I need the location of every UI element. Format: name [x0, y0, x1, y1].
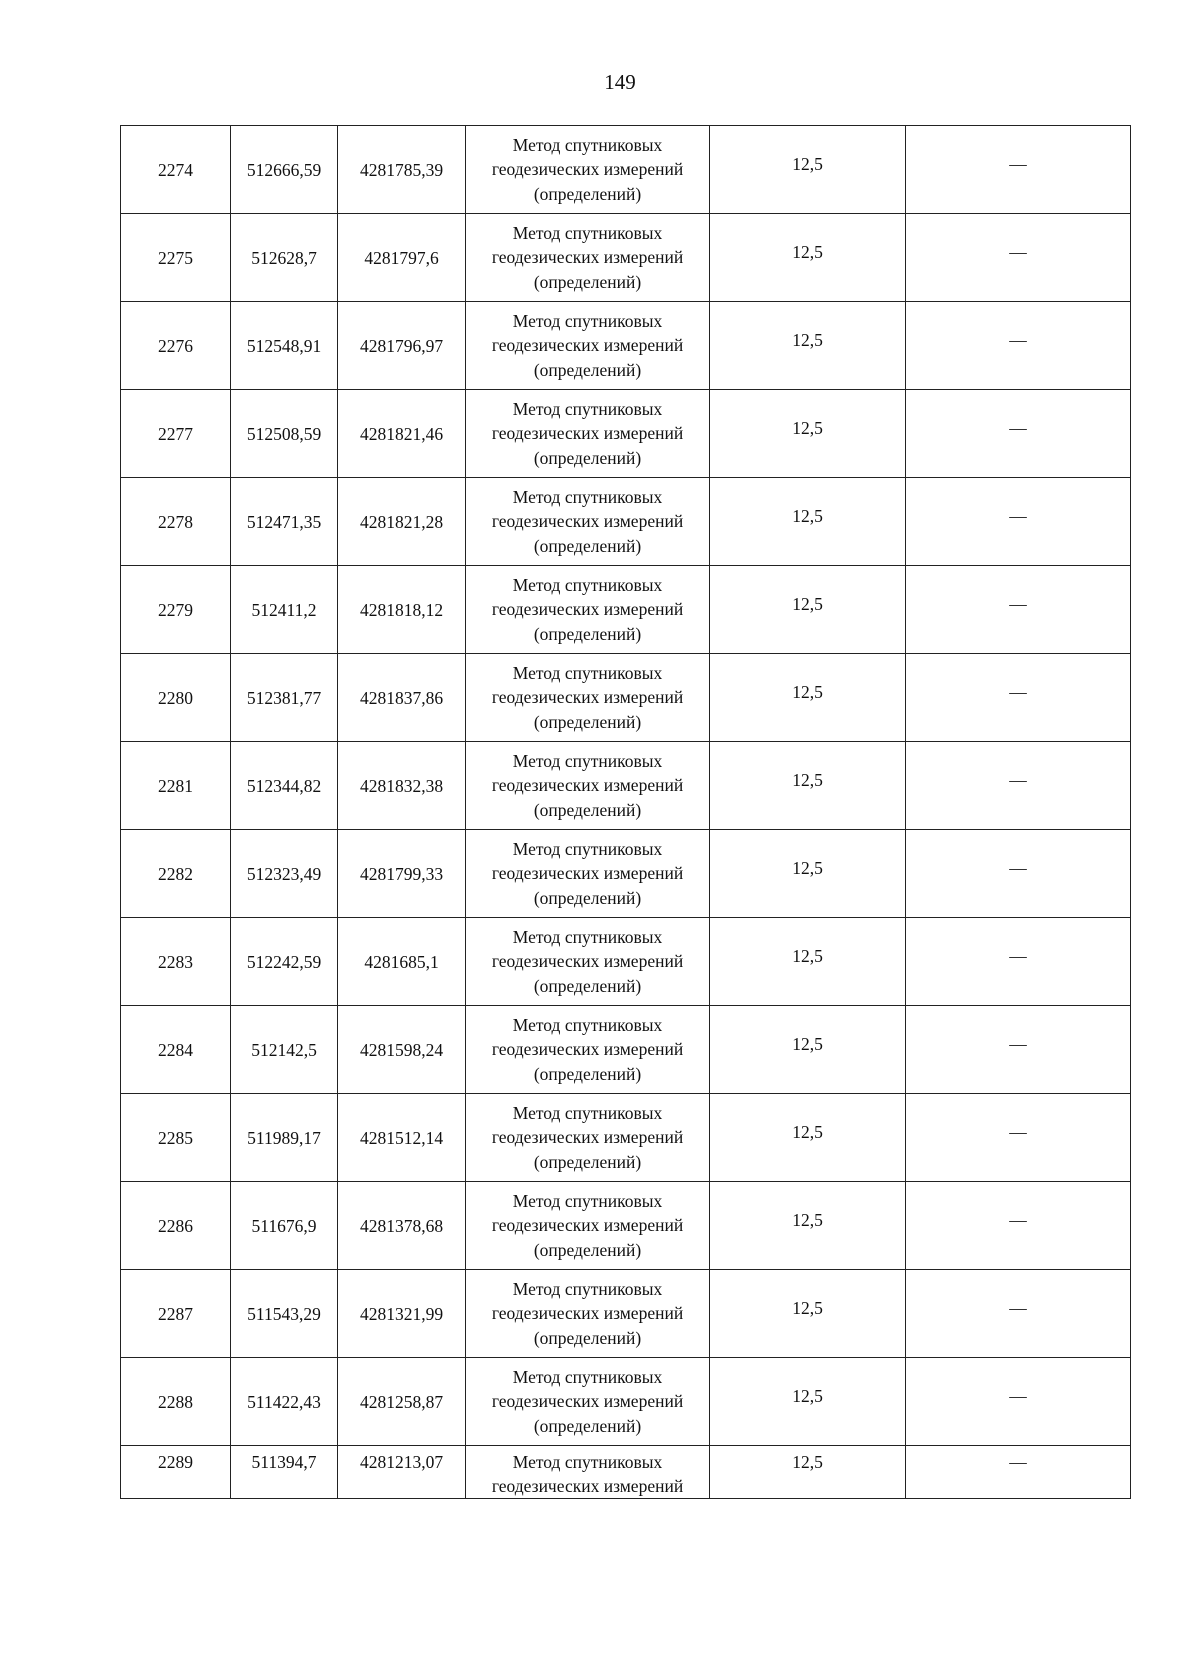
accuracy-cell [710, 302, 906, 390]
method-line: геодезических измерений [491, 1039, 684, 1060]
point-number-cell-text: 2278 [158, 511, 193, 532]
note-cell [906, 1094, 1131, 1182]
point-number-cell-text: 2277 [158, 423, 193, 444]
method-line: Метод спутниковых [512, 838, 663, 859]
point-number-cell-text: 2276 [158, 335, 193, 356]
table-row [121, 214, 1131, 302]
accuracy-cell-text: 12,5 [792, 241, 823, 262]
x-coordinate-cell-text: 512323,49 [246, 863, 322, 884]
accuracy-cell [710, 1094, 906, 1182]
x-coordinate-cell-text: 511422,43 [247, 1391, 321, 1412]
y-coordinate-cell-text: 4281821,28 [359, 511, 444, 532]
method-line: (определений) [533, 799, 642, 820]
method-line: геодезических измерений [491, 159, 684, 180]
note-cell-text: — [1009, 1452, 1027, 1472]
accuracy-cell [710, 654, 906, 742]
note-cell [906, 478, 1131, 566]
x-coordinate-cell [231, 1446, 338, 1499]
x-coordinate-cell [231, 1270, 338, 1358]
accuracy-cell [710, 1358, 906, 1446]
y-coordinate-cell [338, 478, 466, 566]
table-row [121, 830, 1131, 918]
y-coordinate-cell-text: 4281378,68 [359, 1215, 444, 1236]
method-cell [466, 830, 710, 918]
method-line: геодезических измерений [491, 951, 684, 972]
x-coordinate-cell-text: 512242,59 [246, 951, 322, 972]
method-cell [466, 1182, 710, 1270]
note-cell [906, 126, 1131, 214]
y-coordinate-cell-text: 4281799,33 [359, 863, 444, 884]
method-line: (определений) [533, 623, 642, 644]
x-coordinate-cell [231, 1182, 338, 1270]
note-cell-text: — [1009, 505, 1027, 526]
accuracy-cell [710, 830, 906, 918]
point-number-cell-text: 2280 [158, 687, 193, 708]
coordinates-table [120, 125, 1131, 1499]
table-row [121, 918, 1131, 1006]
y-coordinate-cell [338, 390, 466, 478]
x-coordinate-cell-text: 512411,2 [251, 599, 317, 620]
method-line: Метод спутниковых [512, 1366, 663, 1387]
method-line: геодезических измерений [491, 423, 684, 444]
table-row [121, 1182, 1131, 1270]
accuracy-cell [710, 1182, 906, 1270]
y-coordinate-cell [338, 1446, 466, 1499]
point-number-cell [121, 654, 231, 742]
x-coordinate-cell-text: 512142,5 [251, 1039, 317, 1060]
method-cell [466, 1270, 710, 1358]
accuracy-cell-text: 12,5 [792, 593, 823, 614]
point-number-cell-text: 2279 [158, 599, 193, 620]
method-cell [466, 1358, 710, 1446]
method-cell [466, 918, 710, 1006]
y-coordinate-cell [338, 1094, 466, 1182]
x-coordinate-cell [231, 566, 338, 654]
y-coordinate-cell [338, 830, 466, 918]
page-number: 149 [604, 70, 636, 94]
y-coordinate-cell-text: 4281818,12 [359, 599, 444, 620]
note-cell-text: — [1009, 681, 1027, 702]
note-cell-text: — [1009, 769, 1027, 790]
point-number-cell [121, 1358, 231, 1446]
accuracy-cell-text: 12,5 [792, 1033, 823, 1054]
method-line: Метод спутниковых [512, 134, 663, 155]
x-coordinate-cell [231, 1358, 338, 1446]
note-cell [906, 390, 1131, 478]
method-line: Метод спутниковых [512, 662, 663, 683]
method-line: (определений) [533, 887, 642, 908]
accuracy-cell-text: 12,5 [792, 505, 823, 526]
x-coordinate-cell [231, 1094, 338, 1182]
y-coordinate-cell [338, 654, 466, 742]
note-cell [906, 214, 1131, 302]
point-number-cell [121, 478, 231, 566]
method-line: (определений) [533, 1415, 642, 1436]
method-line: геодезических измерений [491, 775, 684, 796]
point-number-cell [121, 390, 231, 478]
method-line: геодезических измерений [491, 247, 684, 268]
method-line: (определений) [533, 711, 642, 732]
note-cell [906, 830, 1131, 918]
method-cell [466, 654, 710, 742]
y-coordinate-cell-text: 4281797,6 [364, 247, 439, 268]
accuracy-cell-text: 12,5 [792, 681, 823, 702]
y-coordinate-cell-text: 4281785,39 [359, 159, 444, 180]
table-row [121, 390, 1131, 478]
point-number-cell-text: 2274 [158, 159, 193, 180]
point-number-cell-text: 2282 [158, 863, 193, 884]
note-cell-text: — [1009, 1033, 1027, 1054]
y-coordinate-cell [338, 566, 466, 654]
y-coordinate-cell-text: 4281796,97 [359, 335, 444, 356]
table-row [121, 1094, 1131, 1182]
y-coordinate-cell [338, 742, 466, 830]
accuracy-cell [710, 1006, 906, 1094]
method-line: Метод спутниковых [512, 1190, 663, 1211]
x-coordinate-cell-text: 511394,7 [251, 1452, 317, 1472]
point-number-cell [121, 1270, 231, 1358]
x-coordinate-cell [231, 1006, 338, 1094]
method-cell [466, 214, 710, 302]
y-coordinate-cell [338, 1006, 466, 1094]
point-number-cell [121, 214, 231, 302]
method-line: (определений) [533, 271, 642, 292]
accuracy-cell-text: 12,5 [792, 1452, 823, 1472]
method-line: Метод спутниковых [512, 1102, 663, 1123]
table-row [121, 302, 1131, 390]
point-number-cell [121, 126, 231, 214]
method-line: Метод спутниковых [512, 750, 663, 771]
table-body [121, 126, 1131, 1499]
point-number-cell-text: 2287 [158, 1303, 193, 1324]
note-cell-text: — [1009, 1121, 1027, 1142]
x-coordinate-cell [231, 302, 338, 390]
table-row [121, 478, 1131, 566]
point-number-cell [121, 1182, 231, 1270]
method-line: Метод спутниковых [512, 486, 663, 507]
method-line: Метод спутниковых [512, 1452, 663, 1472]
accuracy-cell [710, 390, 906, 478]
point-number-cell-text: 2275 [158, 247, 193, 268]
point-number-cell [121, 1094, 231, 1182]
method-line: (определений) [533, 1239, 642, 1260]
point-number-cell [121, 1446, 231, 1499]
table-row [121, 1270, 1131, 1358]
note-cell [906, 1006, 1131, 1094]
method-cell [466, 390, 710, 478]
accuracy-cell-text: 12,5 [792, 417, 823, 438]
method-cell [466, 1094, 710, 1182]
method-line: геодезических измерений [491, 863, 684, 884]
x-coordinate-cell [231, 742, 338, 830]
y-coordinate-cell [338, 1270, 466, 1358]
method-cell [466, 302, 710, 390]
y-coordinate-cell-text: 4281512,14 [359, 1127, 444, 1148]
x-coordinate-cell-text: 512381,77 [246, 687, 322, 708]
point-number-cell [121, 566, 231, 654]
x-coordinate-cell-text: 512344,82 [246, 775, 322, 796]
x-coordinate-cell [231, 478, 338, 566]
method-cell [466, 1006, 710, 1094]
method-line: (определений) [533, 535, 642, 556]
y-coordinate-cell [338, 214, 466, 302]
note-cell [906, 302, 1131, 390]
note-cell [906, 566, 1131, 654]
method-line: (определений) [533, 1327, 642, 1348]
method-line: геодезических измерений [491, 1391, 684, 1412]
accuracy-cell-text: 12,5 [792, 857, 823, 878]
method-line: (определений) [533, 183, 642, 204]
point-number-cell-text: 2286 [158, 1215, 193, 1236]
accuracy-cell [710, 478, 906, 566]
note-cell-text: — [1009, 1385, 1027, 1406]
note-cell [906, 1270, 1131, 1358]
y-coordinate-cell-text: 4281832,38 [359, 775, 444, 796]
method-cell [466, 478, 710, 566]
method-cell [466, 1446, 710, 1499]
y-coordinate-cell [338, 302, 466, 390]
note-cell-text: — [1009, 417, 1027, 438]
note-cell [906, 1446, 1131, 1499]
method-line: геодезических измерений [491, 1303, 684, 1324]
x-coordinate-cell [231, 214, 338, 302]
y-coordinate-cell-text: 4281837,86 [359, 687, 444, 708]
y-coordinate-cell [338, 918, 466, 1006]
point-number-cell-text: 2283 [158, 951, 193, 972]
method-line: (определений) [533, 1151, 642, 1172]
point-number-cell [121, 918, 231, 1006]
method-line: Метод спутниковых [512, 574, 663, 595]
accuracy-cell [710, 566, 906, 654]
method-cell [466, 742, 710, 830]
point-number-cell [121, 302, 231, 390]
x-coordinate-cell-text: 512508,59 [246, 423, 322, 444]
accuracy-cell-text: 12,5 [792, 1121, 823, 1142]
y-coordinate-cell-text: 4281685,1 [364, 951, 439, 972]
method-line: Метод спутниковых [512, 222, 663, 243]
method-line: Метод спутниковых [512, 1014, 663, 1035]
method-line: геодезических измерений [491, 599, 684, 620]
method-line: Метод спутниковых [512, 398, 663, 419]
x-coordinate-cell-text: 511989,17 [247, 1127, 321, 1148]
x-coordinate-cell [231, 126, 338, 214]
point-number-cell [121, 742, 231, 830]
method-line: Метод спутниковых [512, 1278, 663, 1299]
method-line: геодезических измерений [491, 1215, 684, 1236]
method-line: геодезических измерений [491, 335, 684, 356]
accuracy-cell [710, 1446, 906, 1499]
table-row [121, 654, 1131, 742]
coordinates-table-container [120, 125, 1130, 1499]
x-coordinate-cell [231, 390, 338, 478]
note-cell-text: — [1009, 945, 1027, 966]
note-cell-text: — [1009, 241, 1027, 262]
y-coordinate-cell-text: 4281598,24 [359, 1039, 444, 1060]
accuracy-cell-text: 12,5 [792, 153, 823, 174]
y-coordinate-cell [338, 126, 466, 214]
note-cell [906, 742, 1131, 830]
x-coordinate-cell-text: 512548,91 [246, 335, 322, 356]
method-cell [466, 126, 710, 214]
y-coordinate-cell-text: 4281213,07 [359, 1452, 444, 1472]
accuracy-cell-text: 12,5 [792, 769, 823, 790]
note-cell [906, 1358, 1131, 1446]
point-number-cell-text: 2284 [158, 1039, 193, 1060]
note-cell-text: — [1009, 1209, 1027, 1230]
note-cell-text: — [1009, 153, 1027, 174]
note-cell [906, 1182, 1131, 1270]
table-row [121, 126, 1131, 214]
method-line: геодезических измерений [491, 687, 684, 708]
accuracy-cell-text: 12,5 [792, 329, 823, 350]
note-cell-text: — [1009, 329, 1027, 350]
point-number-cell-text: 2289 [158, 1452, 193, 1472]
method-line: Метод спутниковых [512, 310, 663, 331]
accuracy-cell-text: 12,5 [792, 1209, 823, 1230]
point-number-cell [121, 830, 231, 918]
method-line: (определений) [533, 359, 642, 380]
point-number-cell-text: 2285 [158, 1127, 193, 1148]
accuracy-cell-text: 12,5 [792, 1297, 823, 1318]
table-row [121, 742, 1131, 830]
method-cell [466, 566, 710, 654]
accuracy-cell-text: 12,5 [792, 945, 823, 966]
note-cell-text: — [1009, 857, 1027, 878]
y-coordinate-cell-text: 4281258,87 [359, 1391, 444, 1412]
note-cell [906, 654, 1131, 742]
method-line: геодезических измерений [491, 511, 684, 532]
method-line: (определений) [533, 447, 642, 468]
method-line: (определений) [533, 975, 642, 996]
point-number-cell [121, 1006, 231, 1094]
y-coordinate-cell [338, 1358, 466, 1446]
y-coordinate-cell-text: 4281821,46 [359, 423, 444, 444]
method-line: Метод спутниковых [512, 926, 663, 947]
x-coordinate-cell-text: 511676,9 [251, 1215, 317, 1236]
x-coordinate-cell-text: 511543,29 [247, 1303, 321, 1324]
y-coordinate-cell [338, 1182, 466, 1270]
y-coordinate-cell-text: 4281321,99 [359, 1303, 444, 1324]
accuracy-cell [710, 214, 906, 302]
x-coordinate-cell-text: 512666,59 [246, 159, 322, 180]
table-row [121, 1446, 1131, 1499]
table-row [121, 1006, 1131, 1094]
x-coordinate-cell [231, 830, 338, 918]
x-coordinate-cell [231, 918, 338, 1006]
method-line: (определений) [533, 1063, 642, 1084]
note-cell [906, 918, 1131, 1006]
method-line: геодезических измерений [491, 1476, 684, 1496]
table-row [121, 566, 1131, 654]
x-coordinate-cell-text: 512471,35 [246, 511, 322, 532]
x-coordinate-cell [231, 654, 338, 742]
note-cell-text: — [1009, 593, 1027, 614]
note-cell-text: — [1009, 1297, 1027, 1318]
accuracy-cell [710, 1270, 906, 1358]
point-number-cell-text: 2281 [158, 775, 193, 796]
accuracy-cell [710, 126, 906, 214]
x-coordinate-cell-text: 512628,7 [251, 247, 317, 268]
point-number-cell-text: 2288 [158, 1391, 193, 1412]
accuracy-cell [710, 742, 906, 830]
table-row [121, 1358, 1131, 1446]
accuracy-cell-text: 12,5 [792, 1385, 823, 1406]
method-line: геодезических измерений [491, 1127, 684, 1148]
accuracy-cell [710, 918, 906, 1006]
